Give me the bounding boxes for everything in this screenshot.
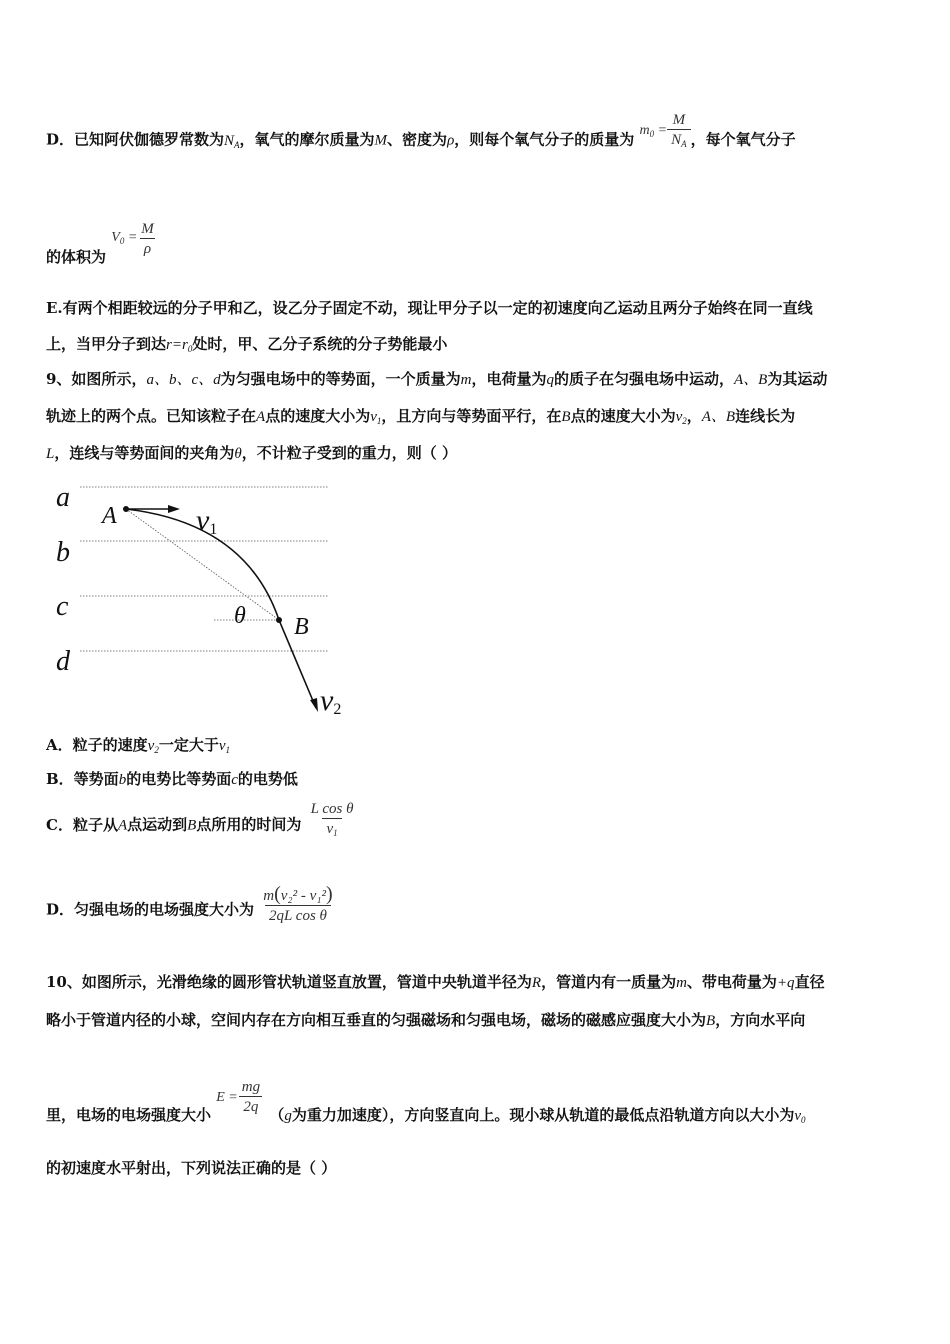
equipotential-figure [46,478,356,718]
item-e-line1: E.有两个相距较远的分子甲和乙，设乙分子固定不动，现让甲分子以一定的初速度向乙运动且两分子始终在同一直线 [46,299,813,317]
item-e-line2: 上，当甲分子到达$r=r_0$处时，甲、乙分子系统的分子势能最小 [46,335,448,354]
arrowhead-v2 [310,698,318,712]
q10-line3: 里，电场的电场强度大小 E = $\frac{mg}{2q}$ （g为重力加速度），方向竖直向上。现小球从轨道的最低点沿轨道方向以大小为$v_0$ [46,1079,806,1125]
label-point-a: A [102,503,117,529]
formula-v0: $V_0$ = $\frac{M}{\rho}$ [111,221,154,257]
label-theta: θ [234,603,246,629]
label-v1: v1 [196,504,218,538]
label-c: c [56,591,69,622]
trajectory-curve [126,509,316,708]
q9-option-a: A．粒子的速度$v_2$一定大于$v_1$ [46,736,230,755]
formula-time: $\frac{\text{L cos θ}}{v_1}$ [307,800,358,843]
label-v2: v2 [320,684,342,718]
point-b [276,617,282,623]
arrowhead-v1 [168,505,180,513]
q9-option-b: B．等势面b的电势比等势面c的电势低 [46,770,298,788]
label-a: a [56,482,70,513]
formula-m0: $m_0$ = $\frac{M}{N_A}$ [640,111,691,154]
q9-option-c: C．粒子从A点运动到B点所用的时间为 $\frac{\text{L cos θ}}{v_1}$ [46,808,358,843]
formula-e-field: E = $\frac{mg}{2q}$ [216,1078,264,1117]
item-d-line2: 的体积为 $V_0$ = $\frac{M}{\rho}$ [46,220,158,259]
q9-option-d: D．匀强电场的电场强度大小为 $\frac{\text{m(v₂² - v₁²)}}{\text{2qL cos θ}}$ [46,895,337,926]
point-a [123,506,129,512]
item-d-line1: D．已知阿伏伽德罗常数为$N_A$，氧气的摩尔质量为M、密度为ρ，则每个氧气分子的质量为 $m_0$ = $\frac{M}{N_A}$ ，每个氧气分子 [46,127,796,155]
q10-line4: 的初速度水平射出，下列说法正确的是（ ） [46,1159,337,1177]
q9-line1: 9、如图所示，a、b、c、d为匀强电场中的等势面，一个质量为m，电荷量为q的质子在匀强电场中运动，A、B为其运动 [46,370,828,388]
label-d: d [56,646,70,677]
label-point-b: B [294,614,309,640]
label-b: b [56,537,70,568]
q9-line2: 轨迹上的两个点。已知该粒子在A点的速度大小为$v_1$，且方向与等势面平行，在B点的速度大小为$v_2$，A、B连线长为 [46,407,796,426]
q10-line1: 10、如图所示，光滑绝缘的圆形管状轨道竖直放置，管道中央轨道半径为R，管道内有一质量为m、带电荷量为+q直径 [46,973,825,991]
formula-field-strength: $\frac{\text{m(v₂² - v₁²)}}{\text{2qL cos θ}}$ [263,883,333,924]
q9-line3: L，连线与等势面间的夹角为θ，不计粒子受到的重力，则（ ） [46,444,457,462]
q10-line2: 略小于管道内径的小球，空间内存在方向相互垂直的匀强磁场和匀强电场，磁场的磁感应强度大小为B，方向水平向 [46,1011,806,1029]
